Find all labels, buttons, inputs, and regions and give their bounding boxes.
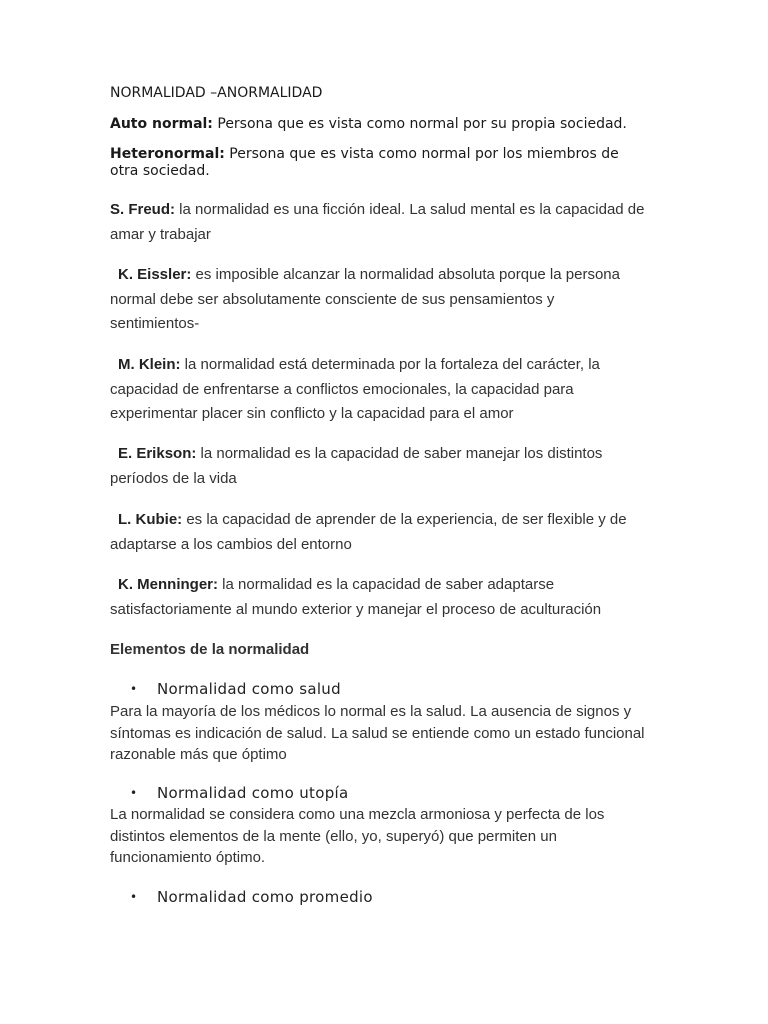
- definition-auto-normal: [110, 116, 670, 133]
- author-text: es la capacidad de aprender de la experiencia, de ser flexible y de adaptarse a los cambios del entorno: [110, 511, 627, 553]
- definition-term: Heteronormal:: [110, 146, 225, 162]
- document-title: NORMALIDAD –ANORMALIDAD: [110, 85, 323, 101]
- author-text: la normalidad está determinada por la fortaleza del carácter, la capacidad de enfrentarse a conflictos emocionales, la capacidad para experimentar placer sin conflicto y la capacidad para el amor: [110, 356, 600, 422]
- definition-text: Persona que es vista como normal por los miembros de otra sociedad.: [110, 146, 619, 179]
- element-title-promedio: • Normalidad como promedio: [130, 888, 373, 906]
- author-name: L. Kubie:: [118, 511, 183, 528]
- author-kubie: [110, 508, 650, 557]
- author-menninger: [110, 573, 630, 622]
- author-text: es imposible alcanzar la normalidad absoluta porque la persona normal debe ser absolutamente consciente de sus pensamientos y sentimientos-: [110, 266, 620, 332]
- bullet-icon: •: [130, 786, 138, 800]
- element-title-salud: • Normalidad como salud: [130, 680, 341, 698]
- author-text: la normalidad es una ficción ideal. La salud mental es la capacidad de amar y trabajar: [110, 201, 645, 243]
- element-text-salud: Para la mayoría de los médicos lo normal es la salud. La ausencia de signos y síntomas es indicación de salud. La salud se entiende como un estado funcional razonable más que óptimo: [110, 703, 645, 763]
- bullet-icon: •: [130, 890, 138, 904]
- author-erikson: [110, 442, 630, 491]
- author-freud: [110, 198, 650, 247]
- author-klein: [110, 353, 635, 427]
- author-name: K. Eissler:: [118, 266, 192, 283]
- author-text: la normalidad es la capacidad de saber manejar los distintos períodos de la vida: [110, 445, 603, 487]
- author-text: la normalidad es la capacidad de saber adaptarse satisfactoriamente al mundo exterior y manejar el proceso de aculturación: [110, 576, 602, 618]
- author-name: K. Menninger:: [118, 576, 218, 593]
- bullet-icon: •: [130, 682, 138, 696]
- element-title-utopia: • Normalidad como utopía: [130, 784, 349, 802]
- definition-text: Persona que es vista como normal por su propia sociedad.: [212, 116, 627, 132]
- author-name: M. Klein:: [118, 356, 181, 373]
- author-name: E. Erikson:: [118, 445, 197, 462]
- definition-term: Auto normal:: [110, 116, 213, 132]
- element-text-utopia: La normalidad se considera como una mezcla armoniosa y perfecta de los distintos elementos de la mente (ello, yo, superyó) que permiten un funcionamiento óptimo.: [110, 806, 605, 866]
- author-eissler: [110, 263, 645, 337]
- author-name: S. Freud:: [110, 201, 176, 218]
- definition-heteronormal: [110, 146, 650, 180]
- elements-heading: Elementos de la normalidad: [110, 641, 310, 658]
